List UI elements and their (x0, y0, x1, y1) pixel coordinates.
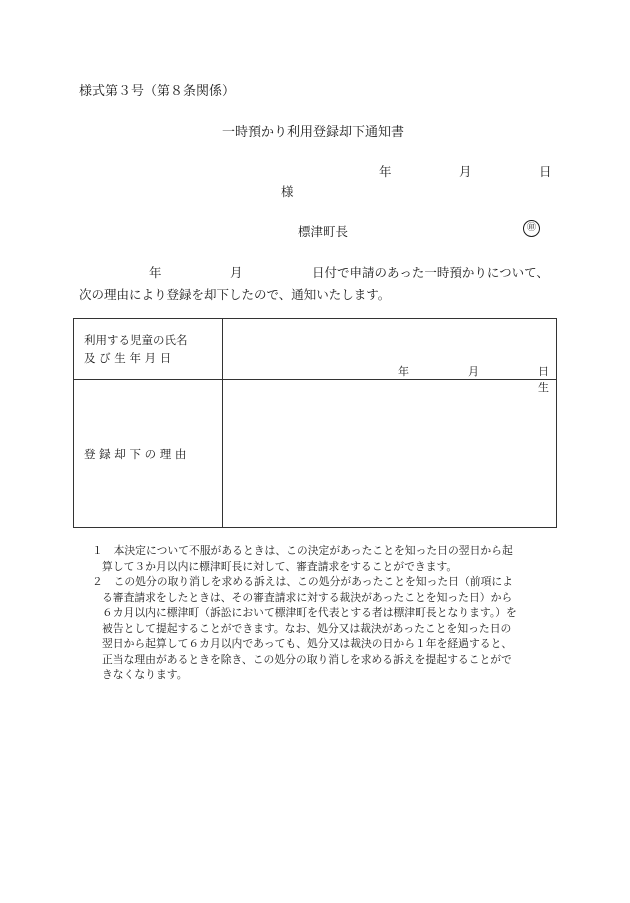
birth-year-label: 年 (398, 365, 409, 378)
rejection-reason-row (74, 380, 557, 528)
child-info-label-line1: 利用する児童の氏名 (84, 333, 188, 347)
child-info-row (74, 319, 557, 380)
date-month-label: 月 (459, 164, 472, 179)
note-line: 翌日から起算して６カ月以内であっても、処分又は裁決の日から１年を経過すると、 (102, 637, 513, 650)
seal-mark: ㊞ (523, 220, 540, 237)
note-line: １ 本決定について不服があるときは、この決定があったことを知った日の翌日から起 (92, 544, 513, 557)
note-line: ６カ月以内に標津町（訴訟において標津町を代表とする者は標津町長となります。）を (102, 606, 517, 619)
date-day-label: 日 (539, 164, 552, 179)
note-line: 正当な理由があるときを除き、この処分の取り消しを求める訴えを提起することがで (102, 652, 512, 666)
child-info-field (223, 319, 557, 394)
rejection-reason-label: 登 録 却 下 の 理 由 (74, 380, 223, 528)
child-info-label (74, 319, 223, 380)
document-title: 一時預かり利用登録却下通知書 (222, 125, 405, 140)
application-table (73, 318, 557, 528)
body-line1-tail: 日付で申請のあった一時預かりについて、 (312, 265, 549, 280)
note-line: 被告として提起することができます。なお、処分又は裁決があったことを知った日の (102, 621, 512, 635)
body-year-label: 年 (149, 265, 162, 280)
body-month-label: 月 (230, 265, 243, 280)
appeal-notes (92, 543, 517, 683)
note-line: きなくなります。 (102, 668, 188, 681)
rejection-reason-field (223, 380, 557, 528)
issuer-name: 標津町長 (298, 224, 349, 239)
form-number: 様式第３号（第８条関係） (79, 84, 236, 99)
date-year-label: 年 (379, 164, 392, 179)
body-line2: 次の理由により登録を却下したので、通知いたします。 (79, 287, 391, 302)
addressee-suffix: 様 (281, 184, 294, 199)
child-info-label-line2: 及 び 生 年 月 日 (84, 351, 172, 365)
birth-month-label: 月 (468, 365, 479, 378)
note-line: ２ この処分の取り消しを求める訴えは、この処分があったことを知った日（前項によ (92, 575, 513, 588)
note-line: る審査請求をしたときは、その審査請求に対する裁決があったことを知った日）から (102, 590, 513, 604)
birth-day-label: 日生 (538, 365, 549, 394)
note-line: 算して３か月以内に標津町長に対して、審査請求をすることができます。 (102, 559, 458, 573)
